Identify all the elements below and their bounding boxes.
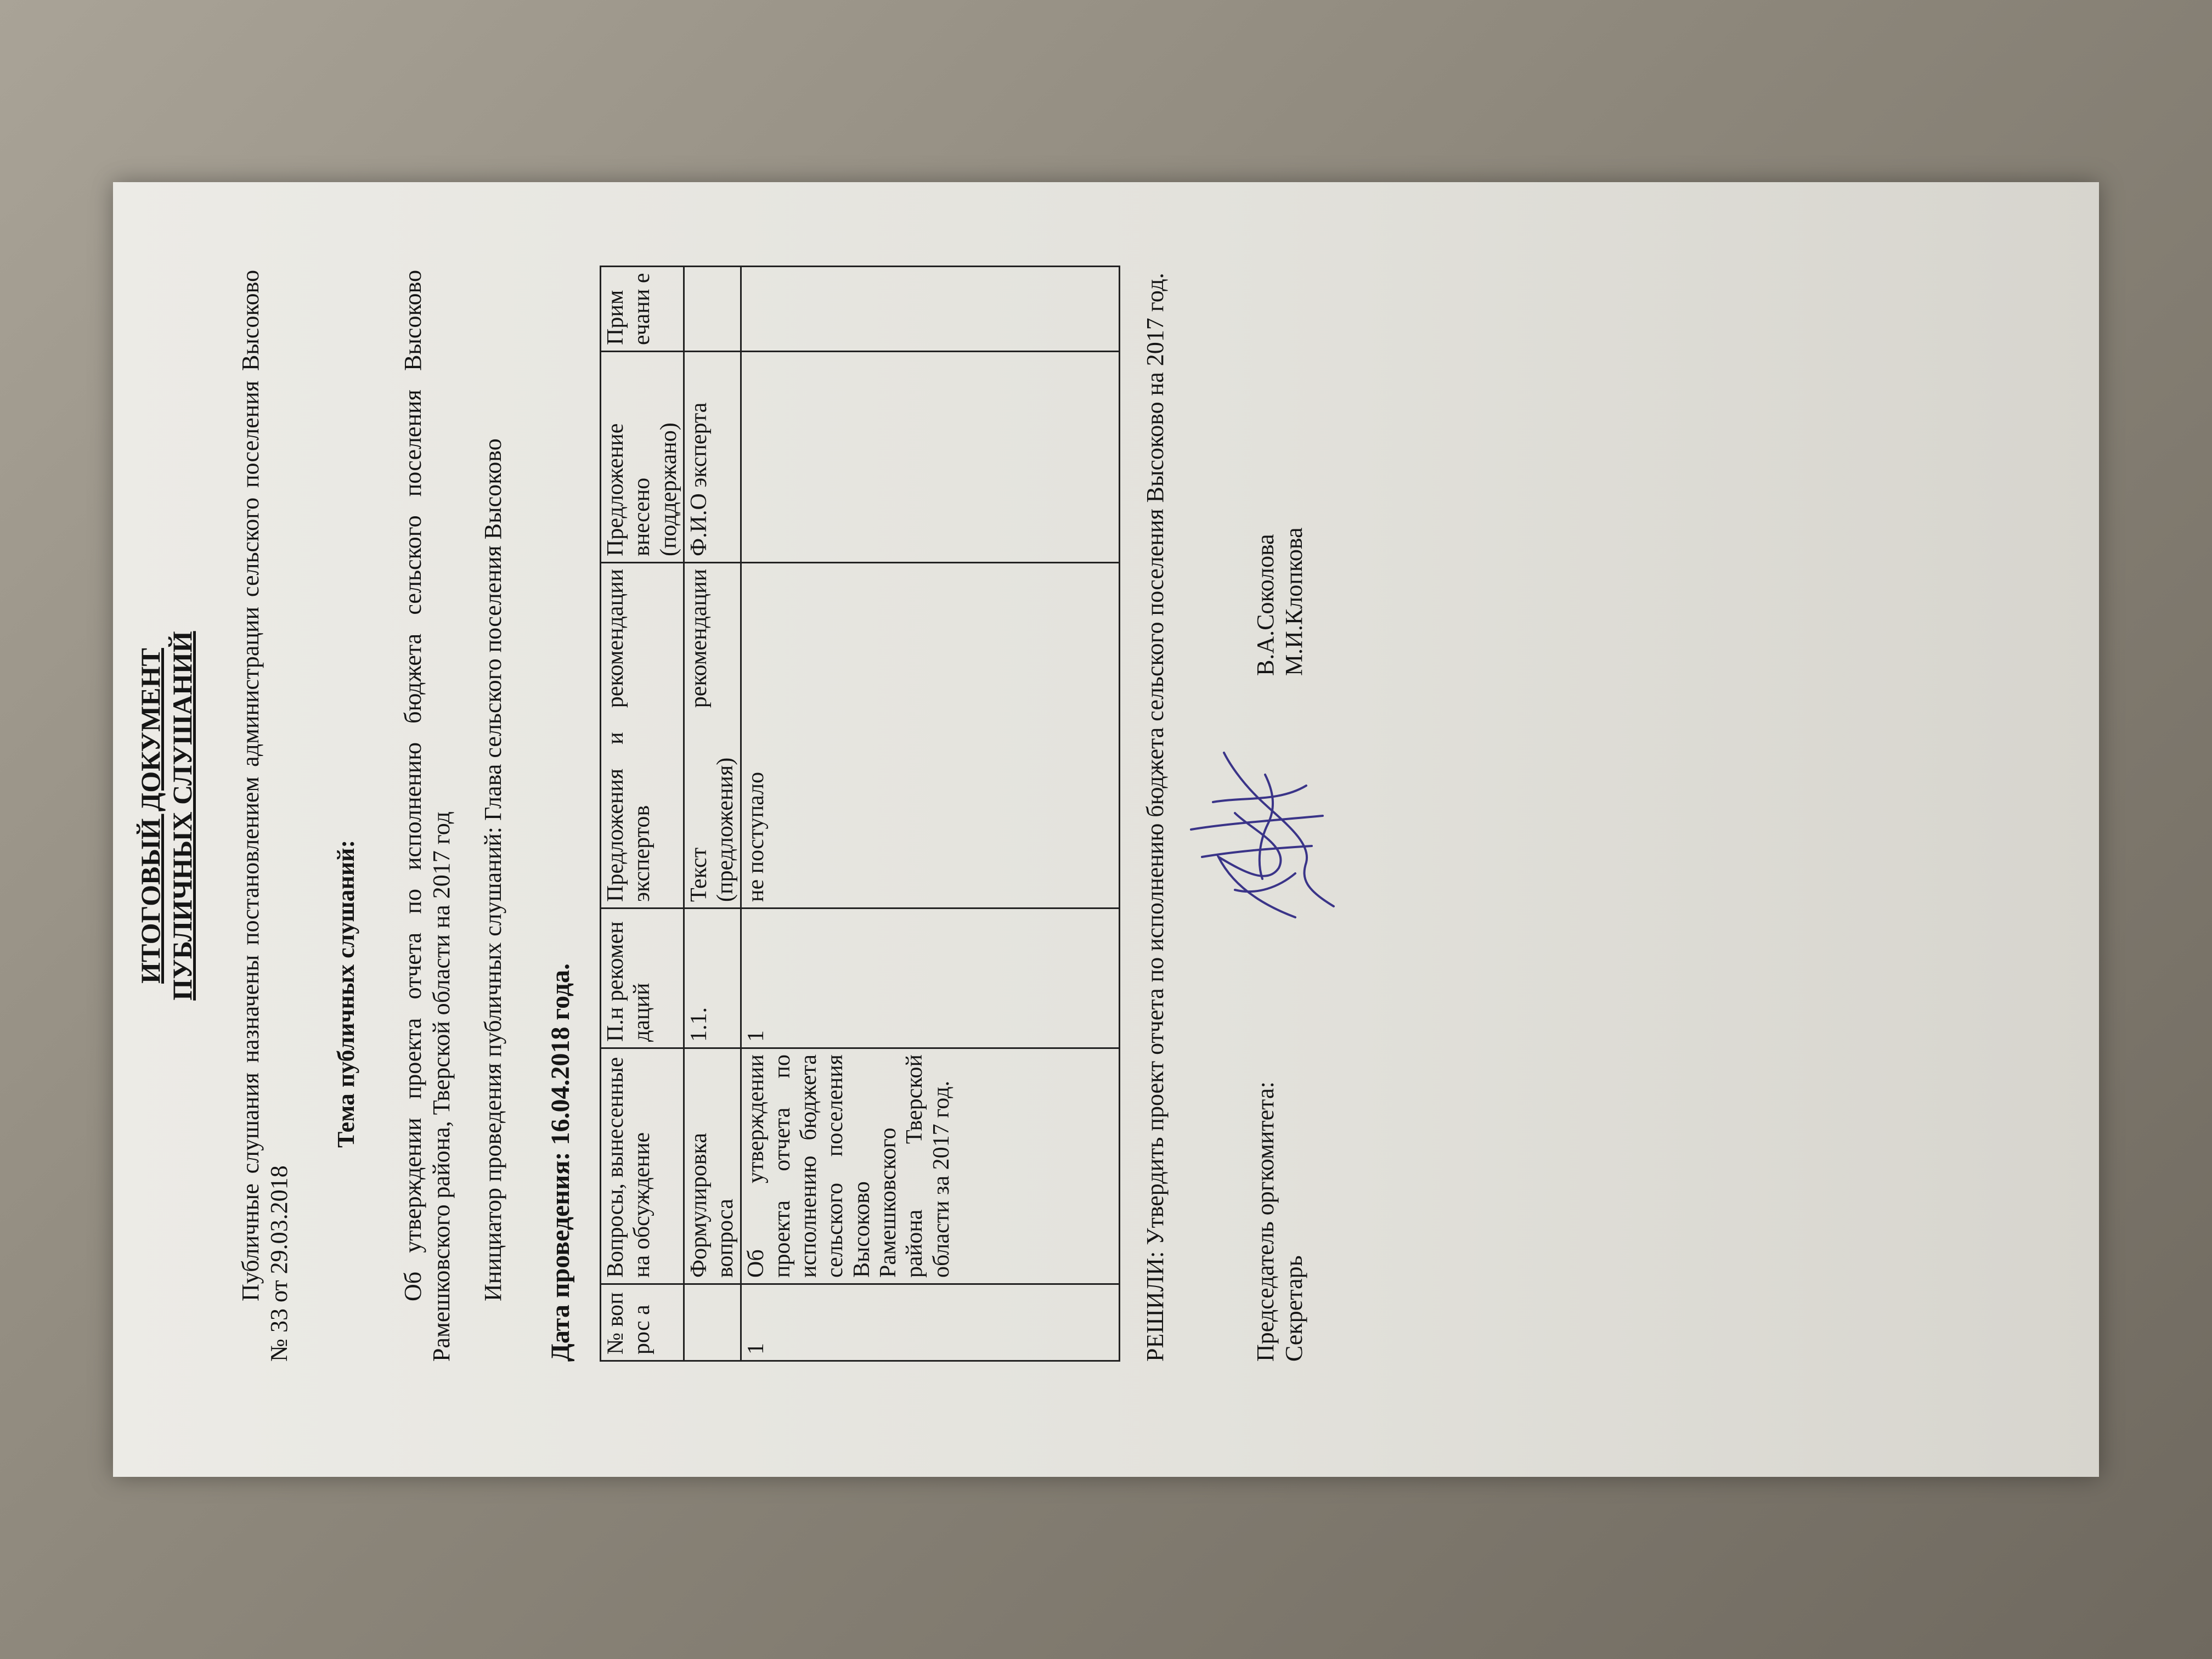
- table-row: [741, 267, 1119, 1361]
- signature-block: [1251, 270, 1394, 1362]
- cell-note: [684, 267, 741, 352]
- cell-question: Формулировка вопроса: [684, 1048, 741, 1284]
- document-title-line1: ИТОГОВЫЙ ДОКУМЕНТ: [135, 648, 166, 984]
- cell-number: 1: [741, 1284, 1119, 1361]
- header-questions: Вопросы, вынесенные на обсуждение: [601, 1048, 684, 1284]
- intro-paragraph: Публичные слушания назначены постановлением администрации сельского поселения Высоково № 33 от 29.03.2018: [237, 270, 292, 1362]
- cell-rec-number: 1.1.: [684, 909, 741, 1048]
- secretary-name: М.И.Клопкова: [1280, 527, 1308, 676]
- cell-number: [684, 1284, 741, 1361]
- header-proposal-submitted: Предложение внесено (поддержано): [601, 352, 684, 563]
- initiator-paragraph: Инициатор проведения публичных слушаний: Глава сельского поселения Высоково: [479, 438, 506, 1301]
- topic-heading: Тема публичных слушаний:: [332, 839, 359, 1148]
- handwritten-signature: [1169, 742, 1367, 939]
- cell-note: [741, 267, 1119, 352]
- header-recommendation-number: П.н рекомен даций: [601, 909, 684, 1048]
- header-question-number: № воп рос а: [601, 1284, 684, 1361]
- proposals-table: [600, 266, 1120, 1362]
- cell-recommendation: Текст рекомендации (предложения): [684, 563, 741, 909]
- topic-paragraph: Об утверждении проекта отчета по исполнению бюджета сельского поселения Высоково Рамешковского района, Тверской области на 2017 год: [399, 270, 455, 1362]
- resolution-paragraph: РЕШИЛИ: Утвердить проект отчета по исполнению бюджета сельского поселения Высоково на 2017 год.: [1141, 273, 1169, 1362]
- header-notes: Прим ечани е: [601, 267, 684, 352]
- chair-name: В.А.Соколова: [1252, 534, 1279, 676]
- table-header-row: [601, 267, 684, 1361]
- cell-expert: [741, 352, 1119, 563]
- cell-expert: Ф.И.О эксперта: [684, 352, 741, 563]
- cell-recommendation: не поступало: [741, 563, 1119, 909]
- cell-rec-number: 1: [741, 909, 1119, 1048]
- document-title-line2: ПУБЛИЧНЫХ СЛУШАНИЙ: [166, 631, 198, 1001]
- chair-label: Председатель оргкомитета:: [1252, 1081, 1279, 1362]
- document-sheet: [113, 182, 2099, 1477]
- signature-names: [1251, 527, 1308, 676]
- header-expert-proposals: Предложения и рекомендации экспертов: [601, 563, 684, 909]
- cell-question: Об утверждении проекта отчета по исполнению бюджета сельского поселения Высоково Рамешковского района Тверской области за 2017 год.: [741, 1048, 1119, 1284]
- table-row: [684, 267, 741, 1361]
- event-date: Дата проведения: 16.04.2018 года.: [546, 963, 575, 1362]
- signature-labels: [1251, 1081, 1308, 1362]
- document-content: [135, 270, 1394, 1362]
- secretary-label: Секретарь: [1280, 1255, 1308, 1362]
